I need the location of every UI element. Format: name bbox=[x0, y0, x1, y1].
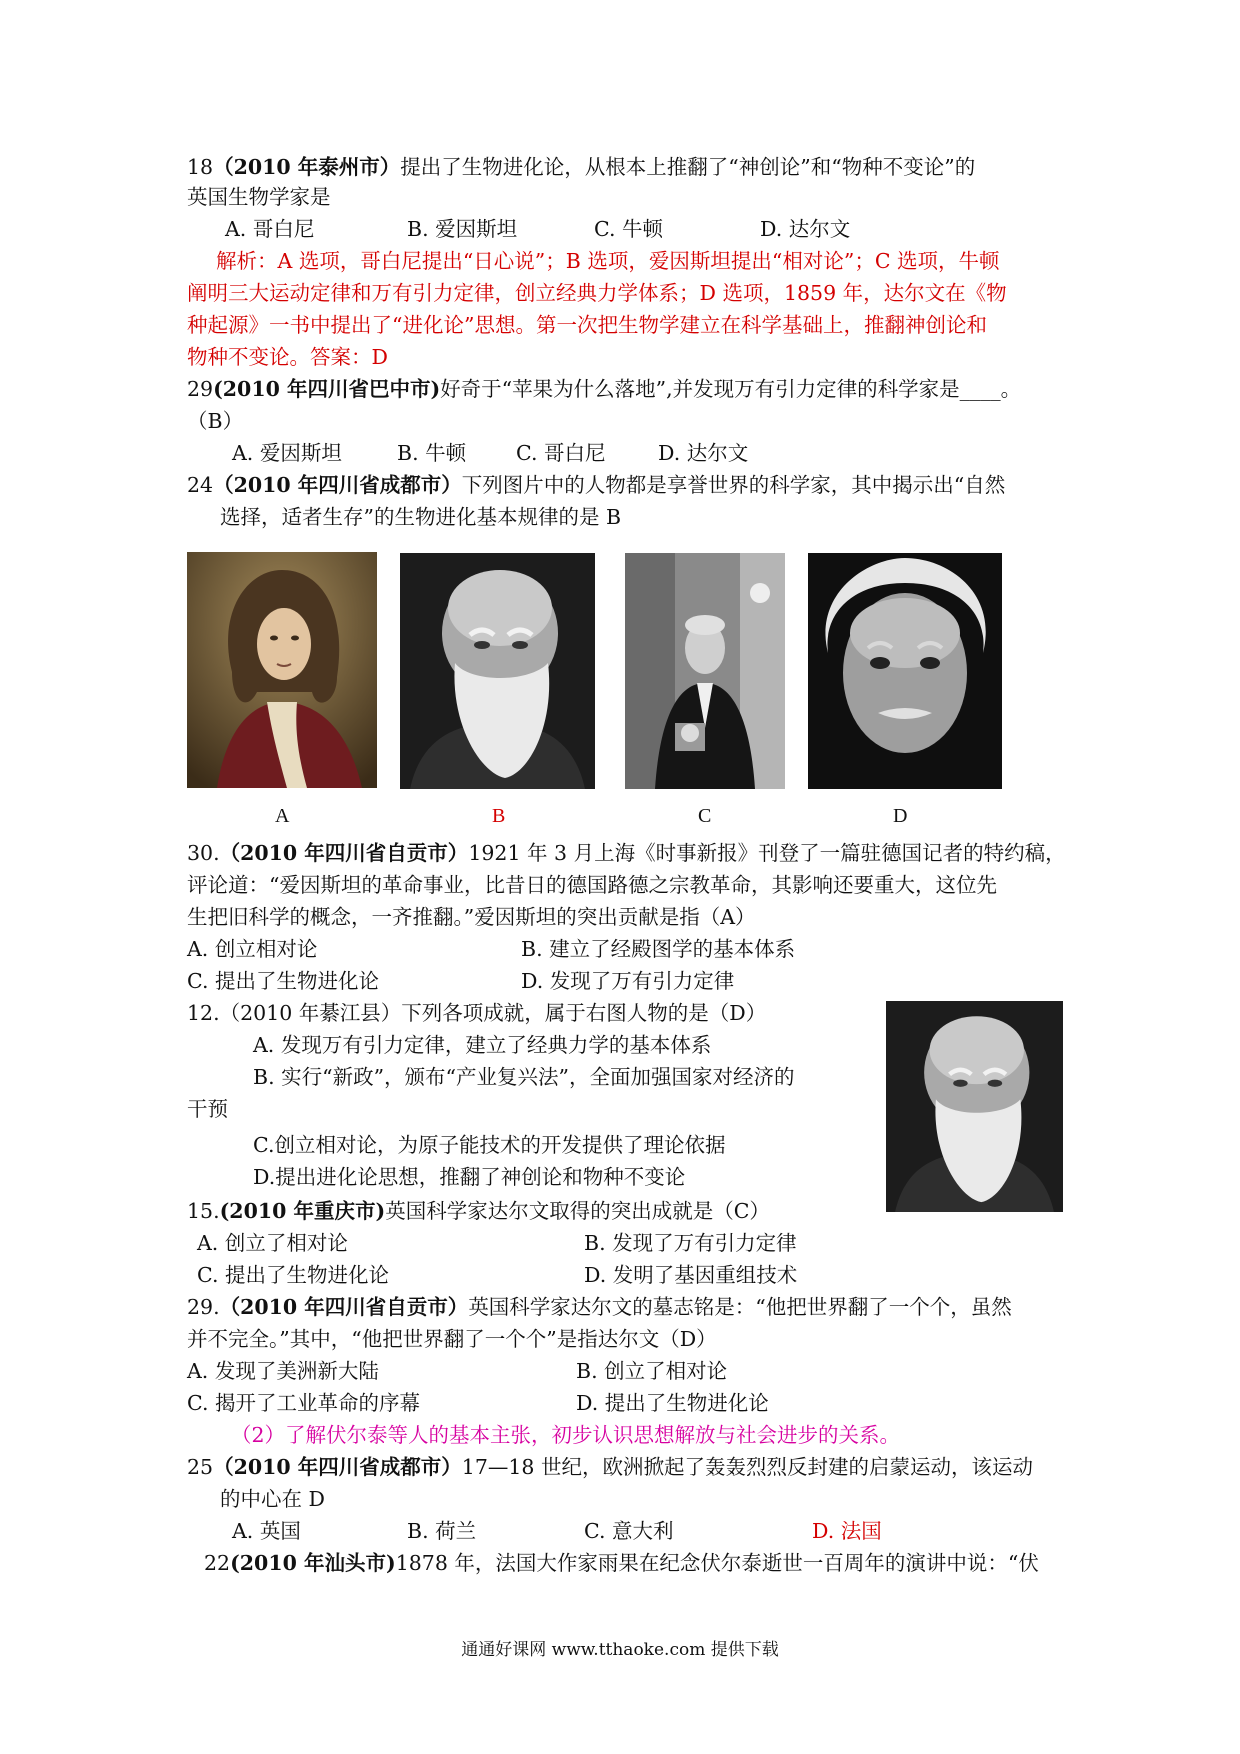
q29a-stem: 29(2010 年四川省巴中市)好奇于“苹果为什么落地”,并发现万有引力定律的科学家是____。 bbox=[187, 377, 1022, 401]
portrait-newton bbox=[187, 552, 377, 788]
q29a-option-d: D. 达尔文 bbox=[658, 441, 749, 465]
q15-stem: 15.(2010 年重庆市)英国科学家达尔文取得的突出成就是（C） bbox=[187, 1199, 770, 1223]
q30-option-c: C. 提出了生物进化论 bbox=[187, 969, 379, 993]
q25-option-d: D. 法国 bbox=[812, 1519, 882, 1543]
q29a-option-a: A. 爱因斯坦 bbox=[232, 441, 342, 465]
q24-stem-cont: 选择，适者生存”的生物进化基本规律的是 B bbox=[220, 505, 622, 529]
q18-analysis-line3: 种起源》一书中提出了“进化论”思想。第一次把生物学建立在科学基础上，推翻神创论和 bbox=[187, 313, 987, 337]
page-footer: 通通好课网 www.tthaoke.com 提供下载 bbox=[461, 1640, 779, 1660]
portrait-darwin bbox=[400, 553, 595, 789]
q18-analysis-line4: 物种不变论。答案：D bbox=[187, 345, 388, 369]
q30-stem-cont2: 生把旧科学的概念，一齐推翻。”爱因斯坦的突出贡献是指（A） bbox=[187, 905, 756, 929]
q12-option-b-cont: 干预 bbox=[187, 1097, 228, 1121]
q18-option-a: A. 哥白尼 bbox=[225, 217, 315, 241]
q25-option-b: B. 荷兰 bbox=[407, 1519, 477, 1543]
q12-option-a: A. 发现万有引力定律，建立了经典力学的基本体系 bbox=[253, 1033, 712, 1057]
q25-stem: 25（2010 年四川省成都市）17—18 世纪，欧洲掀起了轰轰烈烈反封建的启蒙运动，该运动 bbox=[187, 1455, 1033, 1479]
q25-option-a: A. 英国 bbox=[232, 1519, 301, 1543]
q29a-answer: （B） bbox=[187, 409, 244, 433]
q25-option-c: C. 意大利 bbox=[584, 1519, 674, 1543]
portrait-einstein bbox=[808, 553, 1002, 789]
q18-analysis-line2: 阐明三大运动定律和万有引力定律，创立经典力学体系；D 选项，1859 年，达尔文在《物 bbox=[187, 281, 1007, 305]
q18-option-b: B. 爱因斯坦 bbox=[407, 217, 518, 241]
q12-stem: 12.（2010 年綦江县）下列各项成就，属于右图人物的是（D） bbox=[187, 1001, 767, 1025]
portrait-edison bbox=[625, 553, 785, 789]
q15-option-a: A. 创立了相对论 bbox=[197, 1231, 348, 1255]
q29b-option-b: B. 创立了相对论 bbox=[576, 1359, 728, 1383]
q15-option-d: D. 发明了基因重组技术 bbox=[584, 1263, 798, 1287]
q29a-option-c: C. 哥白尼 bbox=[516, 441, 606, 465]
caption-a: A bbox=[275, 805, 290, 827]
section-2-heading: （2）了解伏尔泰等人的基本主张，初步认识思想解放与社会进步的关系。 bbox=[231, 1423, 901, 1447]
q29b-stem-cont: 并不完全。”其中，“他把世界翻了一个个”是指达尔文（D） bbox=[187, 1327, 717, 1351]
q29b-stem: 29.（2010 年四川省自贡市）英国科学家达尔文的墓志铭是：“他把世界翻了一个个，虽然 bbox=[187, 1295, 1012, 1319]
q29b-option-a: A. 发现了美洲新大陆 bbox=[187, 1359, 379, 1383]
q15-option-c: C. 提出了生物进化论 bbox=[197, 1263, 389, 1287]
caption-b: B bbox=[492, 805, 506, 827]
caption-d: D bbox=[893, 805, 908, 827]
q30-stem-cont1: 评论道：“爱因斯坦的革命事业，比昔日的德国路德之宗教革命，其影响还要重大，这位先 bbox=[187, 873, 997, 897]
q12-option-c: C.创立相对论，为原子能技术的开发提供了理论依据 bbox=[253, 1133, 726, 1157]
q25-stem-cont: 的中心在 D bbox=[220, 1487, 325, 1511]
portrait-darwin-small bbox=[886, 1001, 1063, 1212]
q18-stem-cont: 英国生物学家是 bbox=[187, 185, 331, 209]
q24-stem: 24（2010 年四川省成都市）下列图片中的人物都是享誉世界的科学家，其中揭示出“自然 bbox=[187, 473, 1006, 497]
q18-analysis-line1: 解析：A 选项，哥白尼提出“日心说”；B 选项，爱因斯坦提出“相对论”；C 选项，牛顿 bbox=[216, 249, 1000, 273]
q12-option-b: B. 实行“新政”，颁布“产业复兴法”，全面加强国家对经济的 bbox=[253, 1065, 795, 1089]
q22-stem: 22(2010 年汕头市)1878 年，法国大作家雨果在纪念伏尔泰逝世一百周年的演讲中说：“伏 bbox=[204, 1551, 1039, 1575]
q18-stem: 18（2010 年泰州市）提出了生物进化论，从根本上推翻了“神创论”和“物种不变论”的 bbox=[187, 155, 976, 179]
caption-c: C bbox=[698, 805, 712, 827]
q18-option-d: D. 达尔文 bbox=[760, 217, 851, 241]
q30-option-b: B. 建立了经殿图学的基本体系 bbox=[521, 937, 796, 961]
q29b-option-c: C. 揭开了工业革命的序幕 bbox=[187, 1391, 420, 1415]
q29a-option-b: B. 牛顿 bbox=[397, 441, 467, 465]
q30-stem: 30.（2010 年四川省自贡市）1921 年 3 月上海《时事新报》刊登了一篇驻德国记者的特约稿， bbox=[187, 841, 1066, 865]
q30-option-d: D. 发现了万有引力定律 bbox=[521, 969, 735, 993]
q29b-option-d: D. 提出了生物进化论 bbox=[576, 1391, 769, 1415]
q30-option-a: A. 创立相对论 bbox=[187, 937, 318, 961]
q18-option-c: C. 牛顿 bbox=[594, 217, 663, 241]
q12-option-d: D.提出进化论思想，推翻了神创论和物种不变论 bbox=[253, 1165, 686, 1189]
q15-option-b: B. 发现了万有引力定律 bbox=[584, 1231, 797, 1255]
